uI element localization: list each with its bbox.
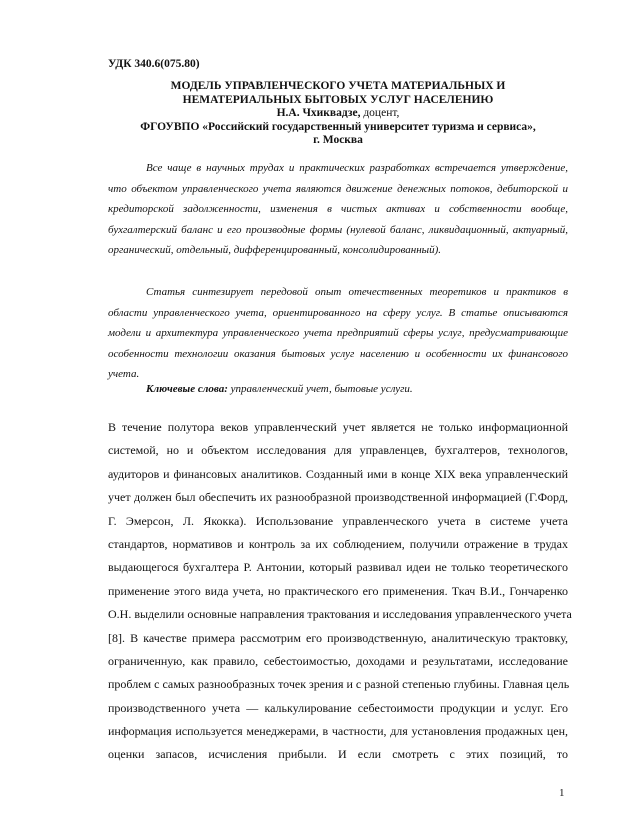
body-line: стандартов, нормативов и контроль за их соблюдением, получили отражение в трудах xyxy=(108,536,568,551)
body-line: аудиторов и финансовых аналитиков. Созданный ими в конце XIX века управленческий xyxy=(108,466,568,481)
abstract-text-1: Все чаще в научных трудах и практических разработках встречается утверждение, что объектом управленческого учета являются движение денежных потоков, дебиторской и кредиторской задолженности, изменения в чистых активах и собственности вообще, бухгалтерский баланс и его производные формы (нулевой баланс, ликвидационный, актуарный, органический, отдельный, дифференцированный, консолидированный). xyxy=(108,162,568,257)
body-line: оценки запасов, исчисления прибыли. И если смотреть с этих позиций, то xyxy=(108,747,568,762)
body-line: учет должен был обеспечить их разнообразной производственной информацией (Г.Форд, xyxy=(108,490,568,505)
abstract-paragraph-2 xyxy=(108,282,568,385)
page-number: 1 xyxy=(559,787,565,799)
body-line: информация используется менеджерами, в частности, для установления продажных цен, xyxy=(108,724,568,739)
body-line: выдающегося бухгалтера Р. Антонии, который развивал идеи не только теоретического xyxy=(108,560,568,575)
body-line: проблем с самых разнообразных точек зрения и с разной степенью глубины. Главная цель xyxy=(108,677,570,692)
author-title: доцент, xyxy=(360,107,400,119)
city: г. Москва xyxy=(313,134,363,146)
keywords-text: управленческий учет, бытовые услуги. xyxy=(227,383,413,395)
body-line: системой, но и объектом исследования для управленцев, бухгалтеров, технологов, xyxy=(108,443,568,458)
title-line-2: НЕМАТЕРИАЛЬНЫХ БЫТОВЫХ УСЛУГ НАСЕЛЕНИЮ xyxy=(182,93,494,106)
author-line xyxy=(108,107,568,121)
article-header xyxy=(108,80,568,148)
title-line-1: МОДЕЛЬ УПРАВЛЕНЧЕСКОГО УЧЕТА МАТЕРИАЛЬНЫХ И xyxy=(170,80,506,92)
abstract-paragraph-1 xyxy=(108,158,568,261)
body-line: ограниченную, как правило, себестоимостью, доходами и результатами, исследование xyxy=(108,653,568,668)
author-name: Н.А. Чхиквадзе, xyxy=(276,107,361,119)
body-line: [8]. В качестве примера рассмотрим его производственную, аналитическую трактовку, xyxy=(108,630,568,645)
body-line: Г. Эмерсон, Л. Якокка). Использование управленческого учета в системе учета xyxy=(108,513,568,528)
abstract-text-2: Статья синтезирует передовой опыт отечественных теоретиков и практиков в области управленческого учета, ориентированного на сферу услуг. В статье описываются модели и архитектура управленческого учета предприятий сферы услуг, предусматривающие особенности технологии оказания бытовых услуг населению и особенности их финансового учета. xyxy=(108,286,568,381)
body-line: применение этого вида учета, но практического его применения. Ткач В.И., Гончаренко xyxy=(108,583,568,598)
udk-code: УДК 340.6(075.80) xyxy=(108,58,200,70)
keywords-label: Ключевые слова: xyxy=(146,383,228,395)
keywords xyxy=(146,383,413,395)
body-line: О.Н. выделили основные направления трактования и исследования управленческого учета xyxy=(108,607,572,622)
body-line: В течение полутора веков управленческий учет является не только информационной xyxy=(108,420,568,434)
body-line: производственного учета — калькулирование себестоимости продукции и услуг. Его xyxy=(108,700,568,715)
body-text xyxy=(108,419,572,770)
affiliation: ФГОУВПО «Российский государственный университет туризма и сервиса», xyxy=(140,120,536,133)
